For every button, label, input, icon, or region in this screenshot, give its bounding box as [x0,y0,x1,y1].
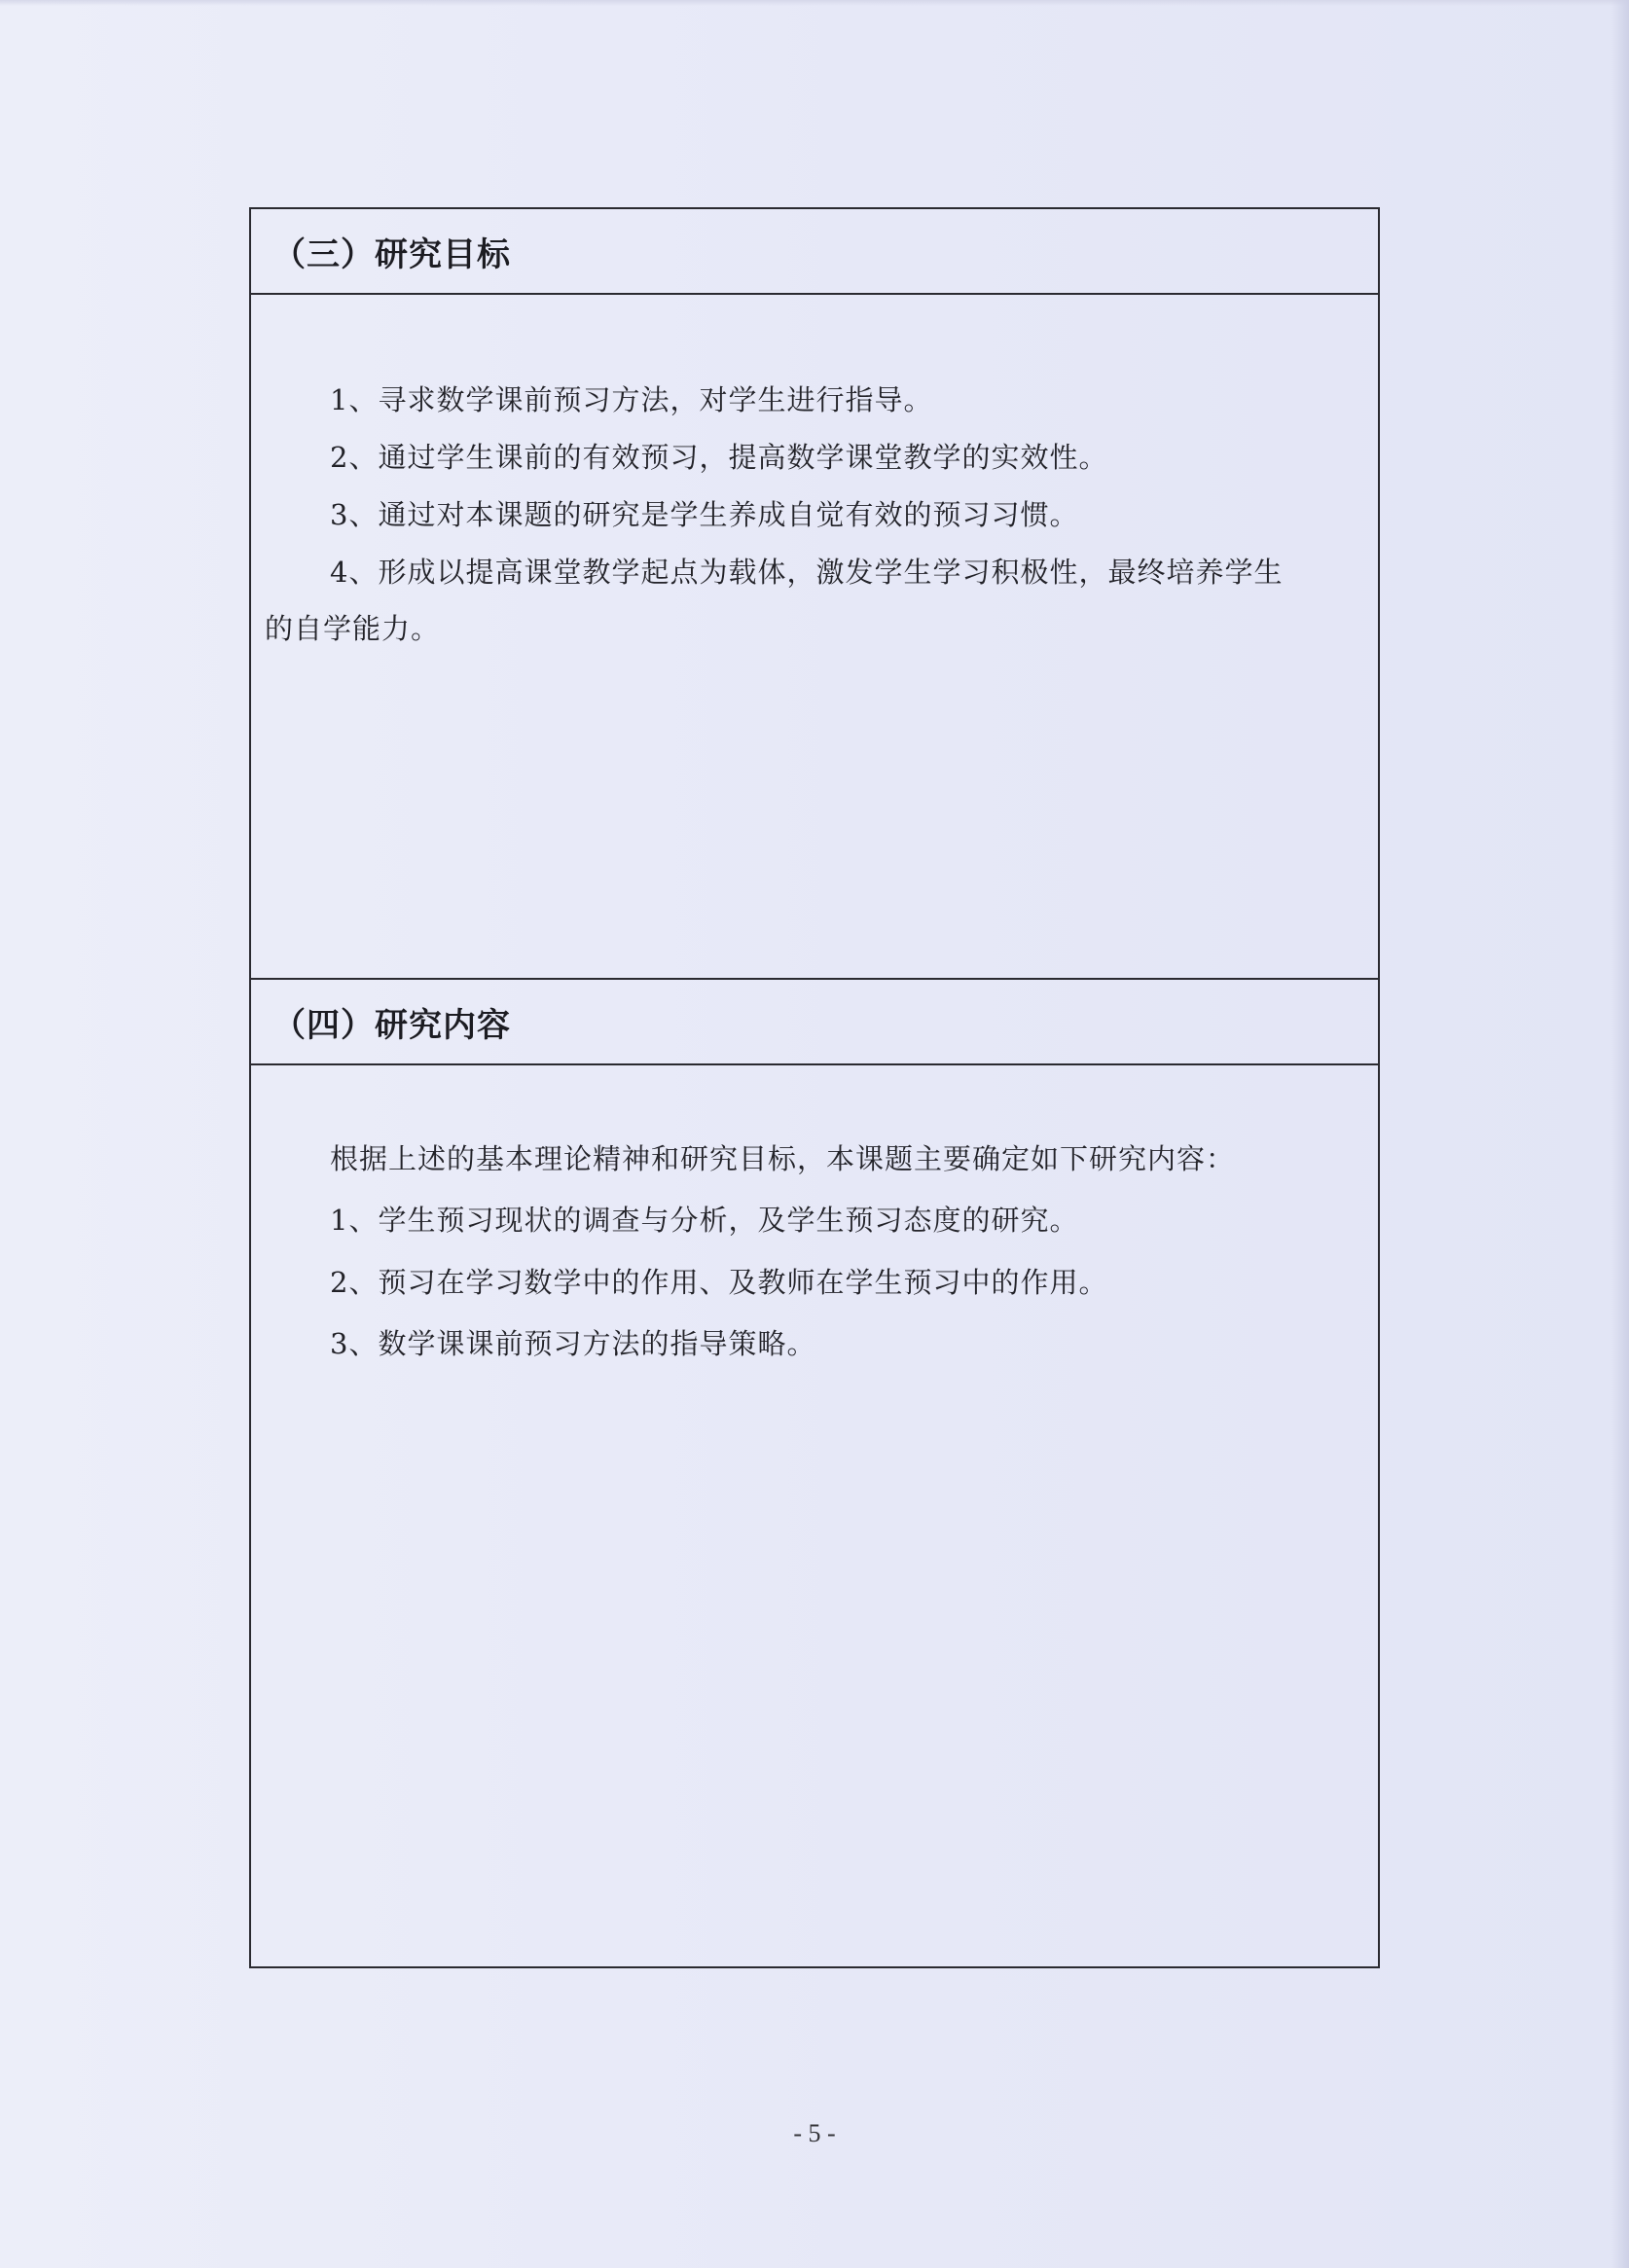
page-number: - 5 - [793,2119,836,2147]
goal-item-4-continued: 的自学能力。 [265,612,441,645]
content-intro: 根据上述的基本理论精神和研究目标，本课题主要确定如下研究内容： [330,1142,1236,1175]
content-item-2: 2、预习在学习数学中的作用、及教师在学生预习中的作用。 [330,1266,1108,1299]
goal-item-2: 2、通过学生课前的有效预习，提高数学课堂教学的实效性。 [330,441,1108,474]
scan-edge-top [0,0,1629,6]
content-item-1: 1、学生预习现状的调查与分析，及学生预习态度的研究。 [330,1204,1079,1237]
scan-edge-right [1611,0,1629,2268]
section-heading: （四）研究内容 [272,1005,511,1045]
section-header-research-goals [251,209,1378,295]
section-body-research-goals [251,295,1378,978]
goal-item-3: 3、通过对本课题的研究是学生养成自觉有效的预习习惯。 [330,498,1079,531]
content-item-3: 3、数学课课前预习方法的指导策略。 [330,1327,816,1360]
goal-item-4: 4、形成以提高课堂教学起点为载体，激发学生学习积极性，最终培养学生 [330,556,1284,589]
form-table [249,207,1380,1968]
goal-item-1: 1、寻求数学课前预习方法，对学生进行指导。 [330,383,933,416]
section-body-research-content [251,1065,1378,1966]
section-header-research-content [251,978,1378,1065]
section-heading: （三）研究目标 [272,234,511,274]
